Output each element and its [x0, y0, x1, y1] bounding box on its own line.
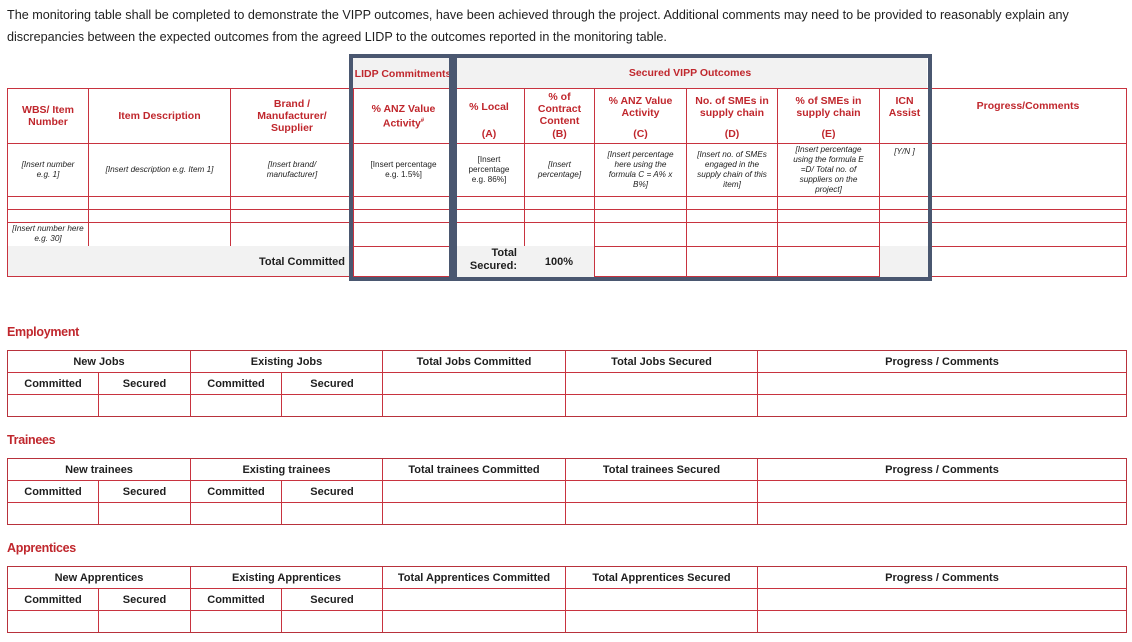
- anz-label: % ANZ Value Activity: [608, 95, 673, 119]
- progress-comments-header: Progress / Comments: [757, 458, 1127, 481]
- cell-icn-row1[interactable]: [Y/N ]: [879, 143, 930, 197]
- new-secured-header: Secured: [98, 372, 191, 395]
- lidp-commitments-frame: [349, 54, 457, 281]
- progress-comments-value[interactable]: [757, 394, 1127, 417]
- progress-comments-cell-1[interactable]: [757, 588, 1127, 611]
- total-secured-label: Total Secured:: [469, 247, 517, 272]
- existing-committed-header: Committed: [190, 372, 282, 395]
- cell-contract-row1[interactable]: [Insert percentage]: [524, 143, 595, 197]
- progress-comments-header: Progress / Comments: [757, 350, 1127, 373]
- secured-outcomes-frame: [449, 54, 932, 281]
- cell-description-row1[interactable]: [Insert description e.g. Item 1]: [88, 143, 231, 197]
- progress-comments-value[interactable]: [757, 502, 1127, 525]
- footnote-mark: #: [420, 118, 425, 124]
- cell-smes-pct-row1[interactable]: [Insert percentage using the formula E =D/ Total no. of suppliers on the project]: [777, 143, 880, 197]
- cell-progress-row3[interactable]: [929, 209, 1127, 223]
- total-secured-value[interactable]: [565, 502, 758, 525]
- existing-committed-value[interactable]: [190, 394, 282, 417]
- existing-committed-value[interactable]: [190, 610, 282, 633]
- cell-brand-row4[interactable]: [230, 222, 354, 247]
- total-committed-cell-1[interactable]: [382, 480, 566, 503]
- col-header-icn: ICN Assist: [879, 88, 930, 144]
- new-group-header: New Apprentices: [7, 566, 191, 589]
- progress-comments-value[interactable]: [757, 610, 1127, 633]
- cell-wbs-last-row[interactable]: [Insert number here e.g. 30]: [12, 224, 84, 243]
- cell-progress-row4[interactable]: [929, 222, 1127, 247]
- existing-committed-header: Committed: [190, 588, 282, 611]
- section-title-1: Trainees: [7, 433, 56, 447]
- progress-comments-header: Progress / Comments: [757, 566, 1127, 589]
- intro-paragraph: The monitoring table shall be completed to demonstrate the VIPP outcomes, have been achieved through the project. Additional comments may need to be provided to reasonably explain any discrepancies between the expected outcomes from the agreed LIDP to the outcomes reported in the monitoring table.: [7, 8, 1069, 44]
- new-committed-value[interactable]: [7, 610, 99, 633]
- existing-secured-header: Secured: [281, 372, 383, 395]
- col-header-description: Item Description: [88, 88, 231, 144]
- cell-smes-no-row1[interactable]: [Insert no. of SMEs engaged in the supply chain of this item]: [686, 143, 778, 197]
- cell-brand-row3[interactable]: [230, 209, 354, 223]
- existing-secured-value[interactable]: [281, 502, 383, 525]
- lidp-commitments-header: LIDP Commitments: [354, 68, 452, 80]
- total-committed-label: Total Committed: [259, 255, 345, 268]
- existing-secured-value[interactable]: [281, 610, 383, 633]
- cell-description-row2[interactable]: [88, 196, 231, 210]
- total-committed-value[interactable]: [382, 502, 566, 525]
- new-secured-header: Secured: [98, 588, 191, 611]
- total-committed-value[interactable]: [382, 394, 566, 417]
- section-title-2: Apprentices: [7, 541, 76, 555]
- total-committed-header: Total Jobs Committed: [382, 350, 566, 373]
- cell-anz-commitment-row1[interactable]: [Insert percentage e.g. 1.5%]: [353, 143, 454, 197]
- cell-description-row3[interactable]: [88, 209, 231, 223]
- local-label: % Local: [469, 101, 509, 113]
- anz-code: (C): [633, 128, 648, 140]
- local-code: (A): [481, 128, 497, 140]
- total-secured-header: Total Jobs Secured: [565, 350, 758, 373]
- new-secured-header: Secured: [98, 480, 191, 503]
- total-secured-value[interactable]: [565, 394, 758, 417]
- col-header-wbs: WBS/ Item Number: [7, 88, 89, 144]
- cell-local-row1[interactable]: [Insert percentage e.g. 86%]: [453, 143, 525, 197]
- anz-commitment-label: % ANZ Value Activity: [371, 103, 436, 130]
- contract-code: (B): [552, 128, 567, 140]
- secured-vipp-outcomes-header: Secured VIPP Outcomes: [628, 67, 752, 79]
- new-secured-value[interactable]: [98, 394, 191, 417]
- total-committed-cell-1[interactable]: [382, 588, 566, 611]
- new-committed-header: Committed: [7, 372, 99, 395]
- new-secured-value[interactable]: [98, 610, 191, 633]
- cell-anz-row1[interactable]: [Insert percentage here using the formula C = A% x B%]: [594, 143, 687, 197]
- total-progress-cell[interactable]: [929, 246, 1127, 277]
- cell-progress-row1[interactable]: [929, 143, 1127, 197]
- existing-secured-header: Secured: [281, 480, 383, 503]
- smes-pct-label: % of SMEs in supply chain: [795, 95, 862, 119]
- cell-progress-row2[interactable]: [929, 196, 1127, 210]
- progress-comments-cell-1[interactable]: [757, 372, 1127, 395]
- new-committed-header: Committed: [7, 480, 99, 503]
- col-header-progress: Progress/Comments: [929, 88, 1127, 144]
- total-committed-cell-1[interactable]: [382, 372, 566, 395]
- cell-brand-row1[interactable]: [Insert brand/ manufacturer]: [230, 143, 354, 197]
- total-secured-cell-1[interactable]: [565, 588, 758, 611]
- new-group-header: New trainees: [7, 458, 191, 481]
- existing-group-header: Existing Apprentices: [190, 566, 383, 589]
- total-committed-value[interactable]: [382, 610, 566, 633]
- existing-group-header: Existing trainees: [190, 458, 383, 481]
- existing-secured-value[interactable]: [281, 394, 383, 417]
- total-secured-cell-1[interactable]: [565, 372, 758, 395]
- existing-committed-header: Committed: [190, 480, 282, 503]
- existing-group-header: Existing Jobs: [190, 350, 383, 373]
- new-committed-value[interactable]: [7, 502, 99, 525]
- cell-wbs-row3[interactable]: [7, 209, 89, 223]
- section-title-0: Employment: [7, 325, 80, 339]
- new-committed-header: Committed: [7, 588, 99, 611]
- smes-no-label: No. of SMEs in supply chain: [695, 95, 769, 119]
- total-secured-value: 100%: [544, 255, 574, 268]
- smes-pct-code: (E): [821, 128, 836, 140]
- col-header-brand: Brand / Manufacturer/ Supplier: [230, 88, 354, 144]
- cell-description-row4[interactable]: [88, 222, 231, 247]
- smes-no-code: (D): [724, 128, 740, 140]
- total-secured-value[interactable]: [565, 610, 758, 633]
- new-committed-value[interactable]: [7, 394, 99, 417]
- cell-brand-row2[interactable]: [230, 196, 354, 210]
- cell-wbs-row1[interactable]: [Insert number e.g. 1]: [7, 143, 89, 197]
- cell-wbs-row2[interactable]: [7, 196, 89, 210]
- total-secured-cell-1[interactable]: [565, 480, 758, 503]
- new-secured-value[interactable]: [98, 502, 191, 525]
- new-group-header: New Jobs: [7, 350, 191, 373]
- progress-comments-cell-1[interactable]: [757, 480, 1127, 503]
- total-secured-header: Total Apprentices Secured: [565, 566, 758, 589]
- total-committed-header: Total trainees Committed: [382, 458, 566, 481]
- existing-committed-value[interactable]: [190, 502, 282, 525]
- total-secured-header: Total trainees Secured: [565, 458, 758, 481]
- existing-secured-header: Secured: [281, 588, 383, 611]
- contract-label: % of Contract Content: [537, 91, 582, 127]
- total-committed-header: Total Apprentices Committed: [382, 566, 566, 589]
